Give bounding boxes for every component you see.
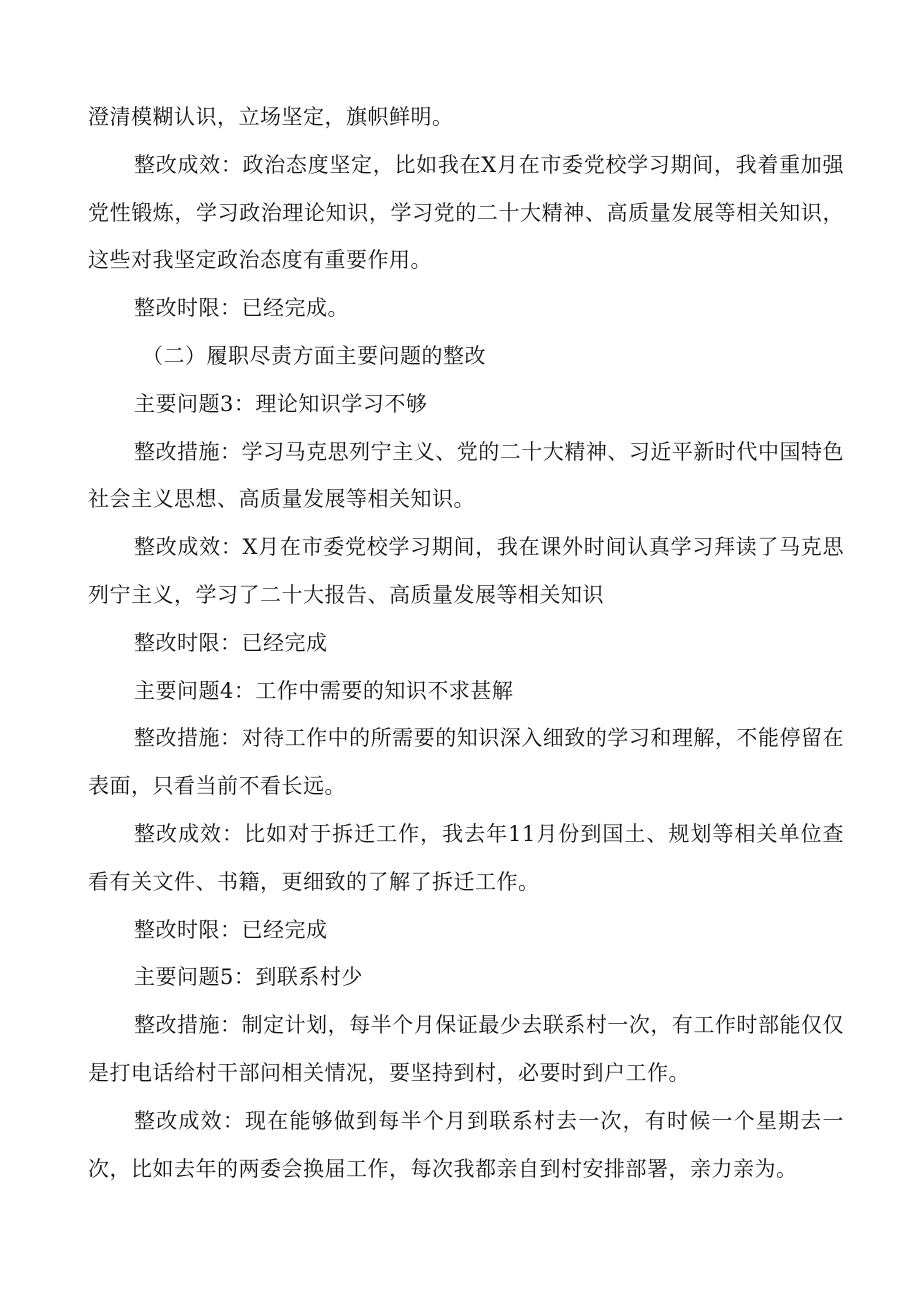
paragraph-rectification-measures: 整改措施：对待工作中的所需要的知识深入细致的学习和理解，不能停留在表面，只看当前不看长远。 xyxy=(88,726,844,799)
paragraph-rectification-deadline: 整改时限：已经完成 xyxy=(134,917,328,942)
document-body xyxy=(88,94,844,1193)
paragraph-rectification-measures: 整改措施：制定计划，每半个月保证最少去联系村一次，有工作时部能仅仅是打电话给村干部问相关情况，要坚持到村，必要时到户工作。 xyxy=(88,1013,844,1085)
section-heading: （二）履职尽责方面主要问题的整改 xyxy=(142,343,486,368)
paragraph-main-problem-5: 主要问题5：到联系村少 xyxy=(134,965,363,990)
paragraph-main-problem-4: 主要问题4：工作中需要的知识不求甚解 xyxy=(134,678,514,703)
paragraph-rectification-deadline: 整改时限：已经完成 xyxy=(134,630,328,655)
paragraph-rectification-effect: 整改成效：现在能够做到每半个月到联系村去一次，有时候一个星期去一次，比如去年的两委会换届工作，每次我都亲自到村安排部署，亲力亲为。 xyxy=(88,1108,844,1181)
paragraph-rectification-effect: 整改成效：X月在市委党校学习期间，我在课外时间认真学习拜读了马克思列宁主义，学习了二十大报告、高质量发展等相关知识 xyxy=(88,535,844,607)
paragraph-rectification-deadline: 整改时限：已经完成。 xyxy=(134,296,349,321)
paragraph-main-problem-3: 主要问题3：理论知识学习不够 xyxy=(134,391,428,416)
paragraph-rectification-effect: 整改成效：政治态度坚定，比如我在X月在市委党校学习期间，我着重加强党性锻炼，学习政治理论知识，学习党的二十大精神、高质量发展等相关知识，这些对我坚定政治态度有重要作用。 xyxy=(88,152,844,273)
paragraph-continuation: 澄清模糊认识，立场坚定，旗帜鲜明。 xyxy=(88,105,454,129)
paragraph-rectification-effect: 整改成效：比如对于拆迁工作，我去年11月份到国土、规划等相关单位查看有关文件、书籍，更细致的了解了拆迁工作。 xyxy=(88,821,844,894)
paragraph-rectification-measures: 整改措施：学习马克思列宁主义、党的二十大精神、习近平新时代中国特色社会主义思想、高质量发展等相关知识。 xyxy=(88,439,844,512)
